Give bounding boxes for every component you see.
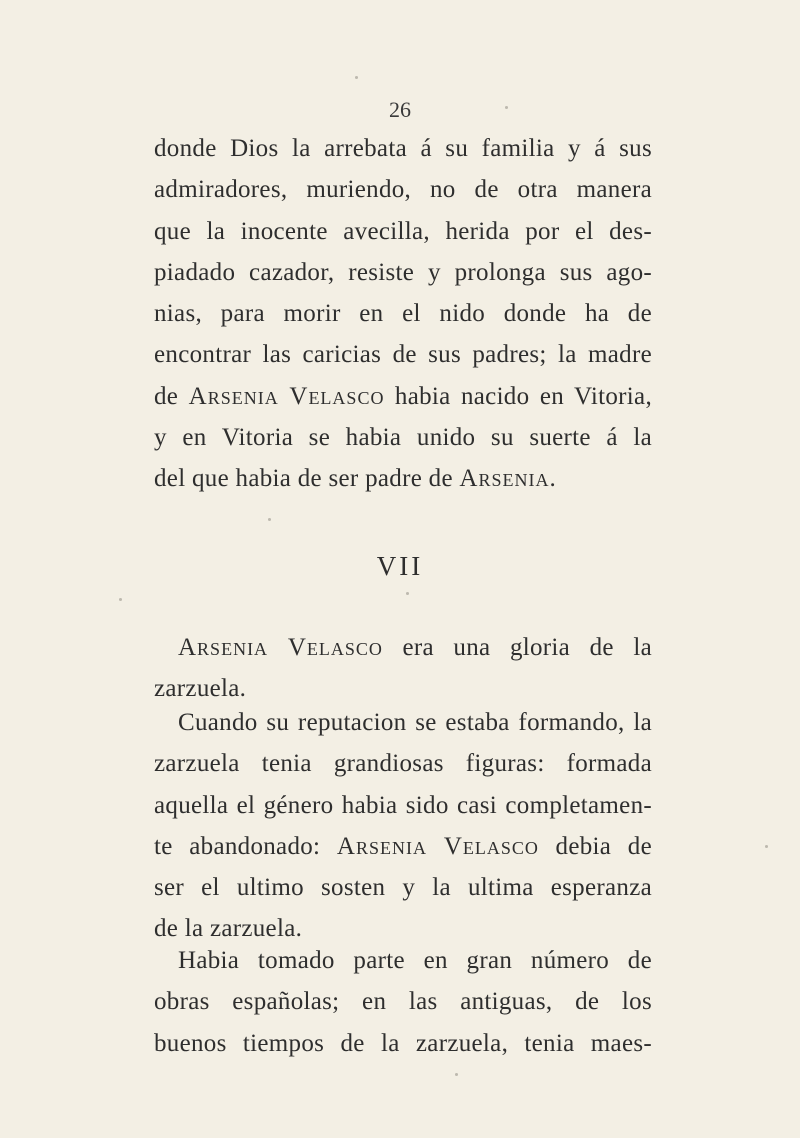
text-run: debia de <box>538 832 652 860</box>
text-line <box>154 627 652 668</box>
paper-speck <box>355 76 358 79</box>
text-run: de <box>154 382 189 410</box>
section-heading: VII <box>376 551 424 581</box>
text-run: era una gloria de la <box>382 634 652 661</box>
name-arsenia: Arsenia. <box>459 465 557 493</box>
text-line: Habia tomado parte en gran número de <box>178 947 652 974</box>
paper-speck <box>406 592 409 595</box>
text-run: del que habia de ser padre de <box>154 465 460 493</box>
text-line: obras españolas; en las antiguas, de los <box>154 988 652 1016</box>
text-run: habia nacido en Vitoria, <box>384 382 652 410</box>
paper-speck <box>765 845 768 848</box>
text-line <box>154 458 652 499</box>
text-line: zarzuela tenia grandiosas figuras: formada <box>154 750 652 778</box>
text-line <box>154 376 652 417</box>
text-line: ser el ultimo sosten y la ultima esperanza <box>154 874 652 902</box>
text-line: de la zarzuela. <box>154 915 303 943</box>
paper-speck <box>455 1073 458 1076</box>
paragraph-1 <box>154 128 652 500</box>
name-arsenia-velasco: Arsenia Velasco <box>188 382 385 410</box>
paper-speck <box>119 598 122 601</box>
text-line: que la inocente avecilla, herida por el des- <box>154 217 652 245</box>
text-line: buenos tiempos de la zarzuela, tenia maes- <box>154 1029 652 1057</box>
text-line: zarzuela. <box>154 675 247 703</box>
paragraph-2 <box>154 627 652 710</box>
text-run: te abandonado: <box>154 832 337 860</box>
text-line: Cuando su reputacion se estaba formando, la <box>178 709 652 736</box>
paragraph-3 <box>154 702 652 950</box>
name-arsenia-velasco: Arsenia Velasco <box>178 634 383 661</box>
text-line: encontrar las caricias de sus padres; la madre <box>154 341 652 369</box>
text-line: nias, para morir en el nido donde ha de <box>154 300 652 328</box>
paper-speck <box>505 106 508 109</box>
text-line: y en Vitoria se habia unido su suerte á la <box>154 424 652 452</box>
text-line: donde Dios la arrebata á su familia y á sus <box>154 135 652 162</box>
text-line <box>154 826 652 867</box>
name-arsenia-velasco: Arsenia Velasco <box>336 832 539 860</box>
text-line: admiradores, muriendo, no de otra manera <box>154 176 652 204</box>
text-line: piadado cazador, resiste y prolonga sus ago- <box>154 258 652 286</box>
page-number: 26 <box>389 97 411 122</box>
text-line: aquella el género habia sido casi completamen- <box>154 791 652 819</box>
paper-speck <box>268 518 271 521</box>
paragraph-4 <box>154 940 652 1064</box>
